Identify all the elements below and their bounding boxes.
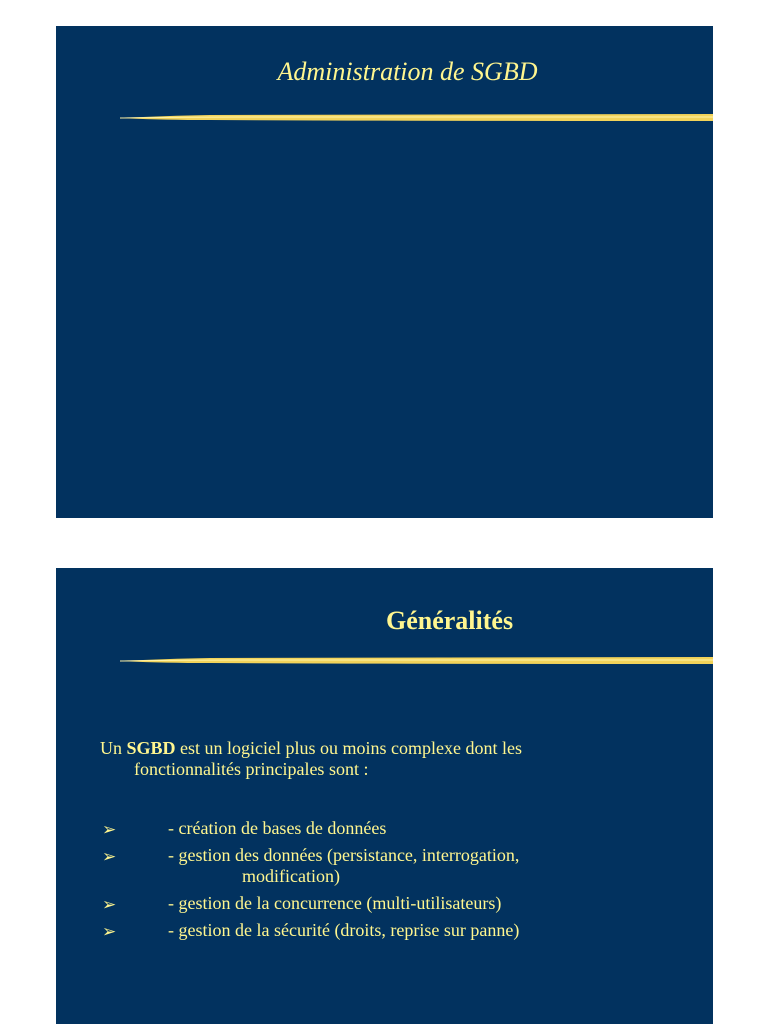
title-underline	[120, 654, 713, 668]
title-underline	[120, 111, 713, 125]
list-item-text: - création de bases de données	[168, 818, 387, 838]
intro-paragraph	[100, 738, 700, 780]
list-item	[102, 893, 702, 914]
slide-1-title: Administration de SGBD	[277, 57, 538, 86]
intro-prefix: Un	[100, 738, 127, 758]
feature-list	[102, 818, 702, 947]
slide-2	[56, 568, 713, 1024]
slide-2-title: Généralités	[386, 606, 514, 635]
slide-1	[56, 26, 713, 518]
arrowhead-icon: ➢	[102, 895, 117, 915]
intro-rest: est un logiciel plus ou moins complexe dont les	[175, 738, 522, 758]
sgbd-term: SGBD	[126, 738, 176, 758]
list-item	[102, 920, 702, 941]
list-item-text: - gestion des données (persistance, interrogation,	[168, 845, 520, 865]
list-item-text: - gestion de la sécurité (droits, reprise sur panne)	[168, 920, 520, 940]
intro-line-1	[100, 738, 700, 759]
list-item-text: - gestion de la concurrence (multi-utilisateurs)	[168, 893, 502, 913]
arrowhead-icon: ➢	[102, 820, 117, 840]
arrowhead-icon: ➢	[102, 922, 117, 942]
list-item-continuation: modification)	[242, 866, 340, 886]
arrowhead-icon: ➢	[102, 847, 117, 867]
list-item	[102, 845, 702, 887]
list-item	[102, 818, 702, 839]
intro-line-2: fonctionnalités principales sont :	[134, 759, 369, 779]
